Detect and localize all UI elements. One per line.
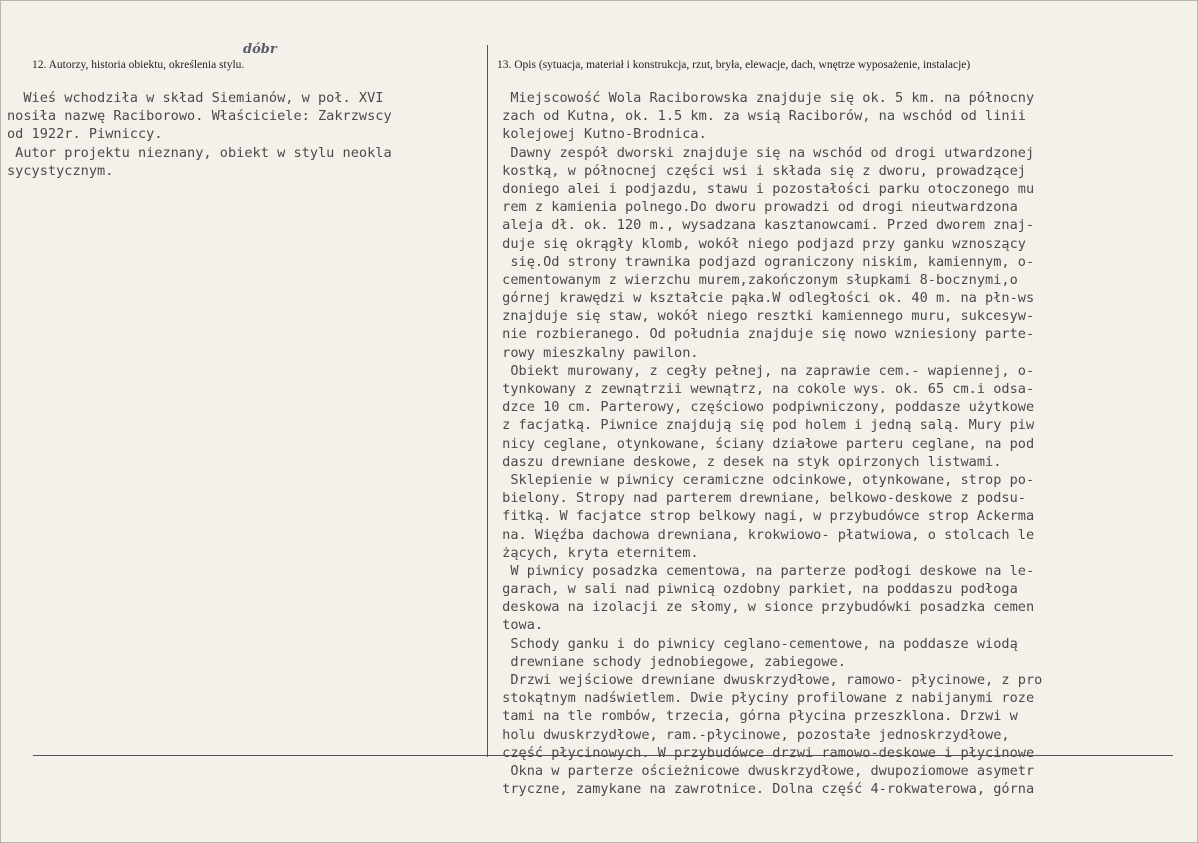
text-line: towa. bbox=[494, 617, 544, 634]
text-line: stokątnym nadświetlem. Dwie płyciny profilowane z nabijanymi roze bbox=[494, 690, 1035, 707]
section-12-header: 12. Autorzy, historia obiektu, określenia stylu. bbox=[32, 59, 245, 71]
text-line: nicy ceglane, otynkowane, ściany działowe parteru ceglane, na pod bbox=[494, 435, 1035, 452]
text-line: kostką, w północnej części wsi i składa się z dworu, prowadzącej bbox=[494, 162, 1026, 179]
section-13-header: 13. Opis (sytuacja, materiał i konstrukcja, rzut, bryła, elewacje, dach, wnętrze wyposażenie, instalacje) bbox=[497, 59, 971, 71]
text-line: aleja dł. ok. 120 m., wysadzana kasztanowcami. Przed dworem znaj- bbox=[494, 217, 1035, 234]
text-line: daszu drewniane deskowe, z desek na styk opirzonych listwami. bbox=[494, 453, 1002, 470]
text-line: rem z kamienia polnego.Do dworu prowadzi od drogi nieutwardzona bbox=[494, 199, 1018, 216]
text-line: W piwnicy posadzka cementowa, na parterze podłogi deskowe na le- bbox=[494, 562, 1035, 579]
column-divider bbox=[487, 45, 488, 757]
text-line: duje się okrągły klomb, wokół niego podjazd przy ganku wznoszący bbox=[494, 235, 1026, 252]
text-line: nie rozbieranego. Od południa znajduje się nowo wzniesiony parte- bbox=[494, 326, 1035, 343]
text-line: fitką. W facjatce strop belkowy nagi, w przybudówce strop Ackerma bbox=[494, 508, 1035, 525]
text-line: część płycinowych. W przybudówce drzwi ramowo-deskowe i płycinowe bbox=[494, 744, 1035, 761]
text-line: Okna w parterze ościeżnicowe dwuskrzydłowe, dwupoziomowe asymetr bbox=[494, 762, 1035, 779]
text-line: tynkowany z zewnątrzii wewnątrz, na cokole wys. ok. 65 cm.i odsa- bbox=[494, 381, 1035, 397]
text-line: garach, w sali nad piwnicą ozdobny parkiet, na poddaszu podłoga bbox=[494, 581, 1018, 598]
text-line: kolejowej Kutno-Brodnica. bbox=[494, 126, 707, 143]
text-line: nosiła nazwę Raciborowo. Właściciele: Zakrzwscy bbox=[7, 108, 392, 125]
text-line: Drzwi wejściowe drewniane dwuskrzydłowe, ramowo- płycinowe, z pro bbox=[494, 672, 1043, 688]
text-line: dzce 10 cm. Parterowy, częściowo podpiwniczony, poddasze użytkowe bbox=[494, 399, 1035, 416]
text-line: bielony. Stropy nad parterem drewniane, belkowo-deskowe z podsu- bbox=[494, 490, 1026, 507]
text-line: Sklepienie w piwnicy ceramiczne odcinkowe, otynkowane, strop po- bbox=[494, 471, 1035, 488]
text-line: zach od Kutna, ok. 1.5 km. za wsią Raciborów, na wschód od linii bbox=[494, 108, 1026, 125]
description-text bbox=[494, 89, 1194, 798]
text-line: doniego alei i podjazdu, stawu i pozostałości parku otoczonego mu bbox=[494, 180, 1035, 197]
text-line: Schody ganku i do piwnicy ceglano-cementowe, na poddasze wiodą bbox=[494, 635, 1018, 652]
text-line: znajduje się staw, wokół niego resztki kamiennego muru, sukcesyw- bbox=[494, 308, 1035, 325]
text-line: holu dwuskrzydłowe, ram.-płycinowe, pozostałe jednoskrzydłowe, bbox=[494, 726, 1010, 743]
text-line: Miejscowość Wola Raciborowska znajduje się ok. 5 km. na północny bbox=[494, 90, 1035, 106]
text-line: Obiekt murowany, z cegły pełnej, na zaprawie cem.- wapiennej, o- bbox=[494, 362, 1035, 379]
handwritten-annotation: dóbr bbox=[243, 42, 277, 57]
text-line: Dawny zespół dworski znajduje się na wschód od drogi utwardzonej bbox=[494, 144, 1035, 161]
text-line: od 1922r. Piwniccy. bbox=[7, 126, 163, 143]
text-line: na. Więźba dachowa drewniana, krokwiowo- płatwiowa, o stolcach le bbox=[494, 526, 1035, 543]
text-line: się.Od strony trawnika podjazd ograniczony niskim, kamiennym, o- bbox=[494, 253, 1035, 270]
text-line: sycystycznym. bbox=[7, 162, 114, 179]
text-line: żących, kryta eternitem. bbox=[494, 544, 699, 561]
text-line: tami na tle rombów, trzecia, górna płycina przeszklona. Drzwi w bbox=[494, 708, 1018, 725]
text-line: górnej krawędzi w kształcie pąka.W odległości ok. 40 m. na płn-ws bbox=[494, 290, 1035, 307]
text-line: cementowanym z wierzchu murem,zakończonym słupkami 8-bocznymi,o bbox=[494, 271, 1018, 288]
text-line: deskowa na izolacji ze słomy, w sionce przybudówki posadzka cemen bbox=[494, 599, 1035, 616]
text-line: tryczne, zamykane na zawrotnice. Dolna część 4-rokwaterowa, górna bbox=[494, 781, 1035, 798]
text-line: drewniane schody jednobiegowe, zabiegowe. bbox=[494, 653, 846, 670]
text-line: Autor projektu nieznany, obiekt w stylu neokla bbox=[7, 144, 392, 161]
text-line: Wieś wchodziła w skład Siemianów, w poł. XVI bbox=[7, 90, 384, 106]
text-line: rowy mieszkalny pawilon. bbox=[494, 344, 699, 361]
authors-history-text bbox=[7, 89, 485, 180]
text-line: z facjatką. Piwnice znajdują się pod holem i jedną salą. Mury piw bbox=[494, 417, 1035, 434]
